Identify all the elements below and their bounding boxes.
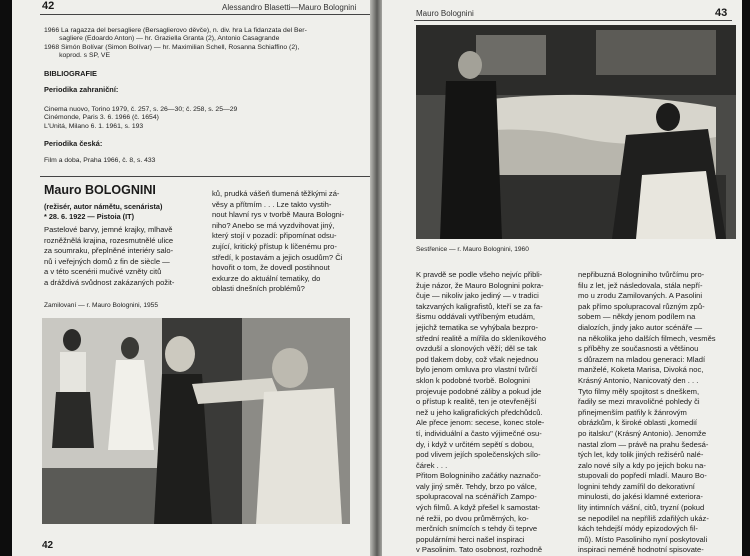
text-line: valy jiný směr. Tehdy, brzo po válce, xyxy=(416,481,537,491)
text-line: tých let, kdy tolik jiných režisérů nalé- xyxy=(578,450,704,460)
text-line: pod tlakem doby, což však nejednou xyxy=(416,354,539,364)
text-line: inspiraci neméně hodnotní spisovate- xyxy=(578,545,704,555)
text-line: zalo nové síly a kdy po jejich boku na- xyxy=(578,460,706,470)
running-head: Alessandro Blasetti—Mauro Bolognini xyxy=(222,3,357,12)
text-line: Krásný Antonio, Nanicovatý den . . . xyxy=(578,375,699,385)
periodika-zahranicni-heading: Periodika zahraniční: xyxy=(44,85,119,94)
text-line: ovzduší a slonových věží; děl se tak xyxy=(416,344,538,354)
page-number: 43 xyxy=(715,7,728,19)
page-number-bottom: 42 xyxy=(42,540,54,551)
text-line: lognini tehdy zamířil do dekorativní xyxy=(578,481,695,491)
text-line: takzvaných kaligrafistů, kteří se za fa- xyxy=(416,301,543,311)
text-line: šismu oddávali vytříbeným etudám, xyxy=(416,312,536,322)
text-line: s příběhy ze současnosti a většinou xyxy=(578,344,699,354)
text-column-1 xyxy=(44,225,206,289)
header-rule xyxy=(40,14,372,15)
text-line: stupovali do popředí mladí. Mauro Bo- xyxy=(578,471,707,481)
left-page xyxy=(12,0,372,556)
text-line: tí, individuální a často výjimečné osu- xyxy=(416,428,542,438)
film-still-sestrenice xyxy=(416,25,736,239)
text-line: věsy a přítmím . . . Lze takto vystih- xyxy=(212,199,332,209)
reference-line: Cinémonde, Paris 3. 6. 1966 (č. 1654) xyxy=(44,114,159,122)
text-column-1 xyxy=(416,270,572,556)
text-line: kách tehdejší módy epizodových fil- xyxy=(578,524,698,534)
text-line: manželé, Koketa Marisa, Divoká noc, xyxy=(578,365,704,375)
running-head: Mauro Bolognini xyxy=(416,9,474,18)
text-line: který stojí v pozadí: připomínat odsu- xyxy=(212,231,337,241)
filmography-list xyxy=(44,27,370,61)
text-line: sobem — někdy jenom podílem na xyxy=(578,312,696,322)
text-line: a v této scenérii mučivé vzněty citů xyxy=(44,267,162,277)
text-column-2 xyxy=(212,189,372,295)
text-column-2 xyxy=(578,270,734,556)
text-line: rozněžnělá krajina, rozesmutnělé ulice xyxy=(44,235,174,245)
photo-caption: Zamilovaní — r. Mauro Bolognini, 1955 xyxy=(44,302,158,309)
text-line: přinejmenším patřily k žánrovým xyxy=(578,407,687,417)
text-line: lity intimních vášní, citů, tryzní (pokud xyxy=(578,503,705,513)
text-line: merčních snímcích s tehdy či teprve xyxy=(416,524,538,534)
filmography-line: 1968 Simón Bolívar (Simon Bolívar) — hr. Maximilian Schell, Rosanna Schiaffino (2), xyxy=(44,43,300,51)
text-line: spolupracoval na scénářích Zampo- xyxy=(416,492,537,502)
text-line: K pravdě se podle všeho nejvíc přibli- xyxy=(416,270,543,279)
text-line: Ale přece jenom: secese, konec stole- xyxy=(416,418,545,428)
text-line: hovořit o tom, že dovedl postihnout xyxy=(212,263,330,273)
header-rule xyxy=(414,20,732,21)
periodika-zahranicni-list xyxy=(44,106,370,131)
text-line: pak přímo spolupracoval různým způ- xyxy=(578,301,705,311)
text-line: mo u zrodu Zamilovaných. A Pasolini xyxy=(578,291,703,301)
text-line: nů i veřejných domů z fin de siècle — xyxy=(44,256,170,266)
text-line: řadily se mezi mravoličné pohledy či xyxy=(578,397,700,407)
periodika-ceska-heading: Periodika česká: xyxy=(44,139,103,148)
text-line: než u jeho kaligrafických předchůdců. xyxy=(416,407,543,417)
text-line: Tyto filmy měly spojitost s dneškem, xyxy=(578,386,700,396)
entry-role: (režisér, autor námětu, scenárista) xyxy=(44,202,163,211)
entry-last-name: BOLOGNINI xyxy=(84,183,156,197)
text-line: po italsku" (Krásný Antonio). Jenomže xyxy=(578,428,707,438)
text-line: oblasti dnešních problémů? xyxy=(212,284,305,294)
text-line: projevuje podobné záliby a pokud jde xyxy=(416,386,542,396)
text-line: na několika jeho dalších filmech, vesměs xyxy=(578,333,716,343)
text-line: minulosti, do jakési klamné exteriora- xyxy=(578,492,703,502)
entry-first-name: Mauro xyxy=(44,183,85,197)
section-rule xyxy=(40,176,372,177)
text-line: s důrazem na mladou generaci: Mladí xyxy=(578,354,706,364)
text-line: střední realitě a mířila do skleníkového xyxy=(416,333,547,343)
text-line: nout hlavní rys v tvorbě Maura Bologni- xyxy=(212,210,345,220)
text-line: Přitom Bologniniho začátky naznačo- xyxy=(416,471,541,481)
text-line: nastal zlom — právě na prahu šedesá- xyxy=(578,439,709,449)
text-line: exkurze do aktuální tematiky, do xyxy=(212,273,321,283)
film-still-zamilovani xyxy=(42,318,350,524)
text-line: a dráždivá svůdnost zakázaných požit- xyxy=(44,277,175,287)
text-line: za soumraku, přeplněné interiéry salo- xyxy=(44,246,174,256)
text-line: bylo jenom omluva pro vlastní tvůrčí xyxy=(416,365,538,375)
page-number: 42 xyxy=(42,0,55,12)
entry-birth: * 28. 6. 1922 — Pistoia (IT) xyxy=(44,212,135,221)
photo-caption: Sestřenice — r. Mauro Bolognini, 1960 xyxy=(416,246,529,253)
text-line: niho? Anebo se má vyzdvihovat jiný, xyxy=(212,220,335,230)
text-line: ků, prudká vášeň tlumená těžkými zá- xyxy=(212,189,340,198)
text-line: Pastelové barvy, jemné krajky, mlhavě xyxy=(44,225,173,234)
text-line: čárek . . . xyxy=(416,460,448,470)
text-line: vých filmů. A když přešel k samostat- xyxy=(416,503,541,513)
reference-line: Cinema nuovo, Torino 1979, č. 257, s. 26—30; č. 258, s. 25—29 xyxy=(44,106,238,113)
text-line: zující, kritický přístup k líčenému pro- xyxy=(212,241,337,251)
text-line: čuje — nikoliv jako jediný — v tradici xyxy=(416,291,539,301)
filmography-line: sagliere (Edoardo Anton) — hr. Graziella Granta (2), Antonio Casagrande xyxy=(44,35,280,43)
text-line: jejichž tematika se vyhýbala bezpro- xyxy=(416,322,538,332)
text-line: žuje názor, že Mauro Bolognini pokra- xyxy=(416,280,544,290)
text-line: se nepodílel na nepříliš zdařilých ukáz- xyxy=(578,513,709,523)
text-line: mů). Místo Pasoliniho nyní poskytovali xyxy=(578,534,708,544)
entry-title xyxy=(44,183,156,197)
text-line: filu z let, jež následovala, stála nepří- xyxy=(578,280,703,290)
text-line: o přístup k realitě, ten je otevřenější xyxy=(416,397,537,407)
text-line: né režii, po dvou průměrných, ko- xyxy=(416,513,529,523)
filmography-line: koprod. s SP, VE xyxy=(44,52,110,60)
text-line: pod vlivem jejích společenských sílo- xyxy=(416,450,541,460)
text-line: středí, k postavám a jejich osudům? Či xyxy=(212,252,343,262)
bibliography-heading: BIBLIOGRAFIE xyxy=(44,69,97,78)
text-line: populárními herci našel inspiraci xyxy=(416,534,525,544)
text-line: dialozích, jindy jako autor scénáře — xyxy=(578,322,703,332)
text-line: nepřibuzná Bologniniho tvůrčímu pro- xyxy=(578,270,705,279)
text-line: dy, i když v určitém sepětí s dobou, xyxy=(416,439,535,449)
right-page xyxy=(382,0,742,556)
reference-line: L'Unitá, Milano 6. 1. 1961, s. 193 xyxy=(44,122,144,130)
reference-line: Film a doba, Praha 1966, č. 8, s. 433 xyxy=(44,157,156,164)
text-line: v Pasolinim. Tato osobnost, rozhodně xyxy=(416,545,543,555)
filmography-line: 1966 La ragazza del bersagliere (Bersaglierovo děvče), n. div. hra La fidanzata del Ber- xyxy=(44,27,307,34)
text-line: sklon k podobné tvorbě. Bolognini xyxy=(416,375,530,385)
text-line: obrázkům, k široké oblasti „komedií xyxy=(578,418,698,428)
